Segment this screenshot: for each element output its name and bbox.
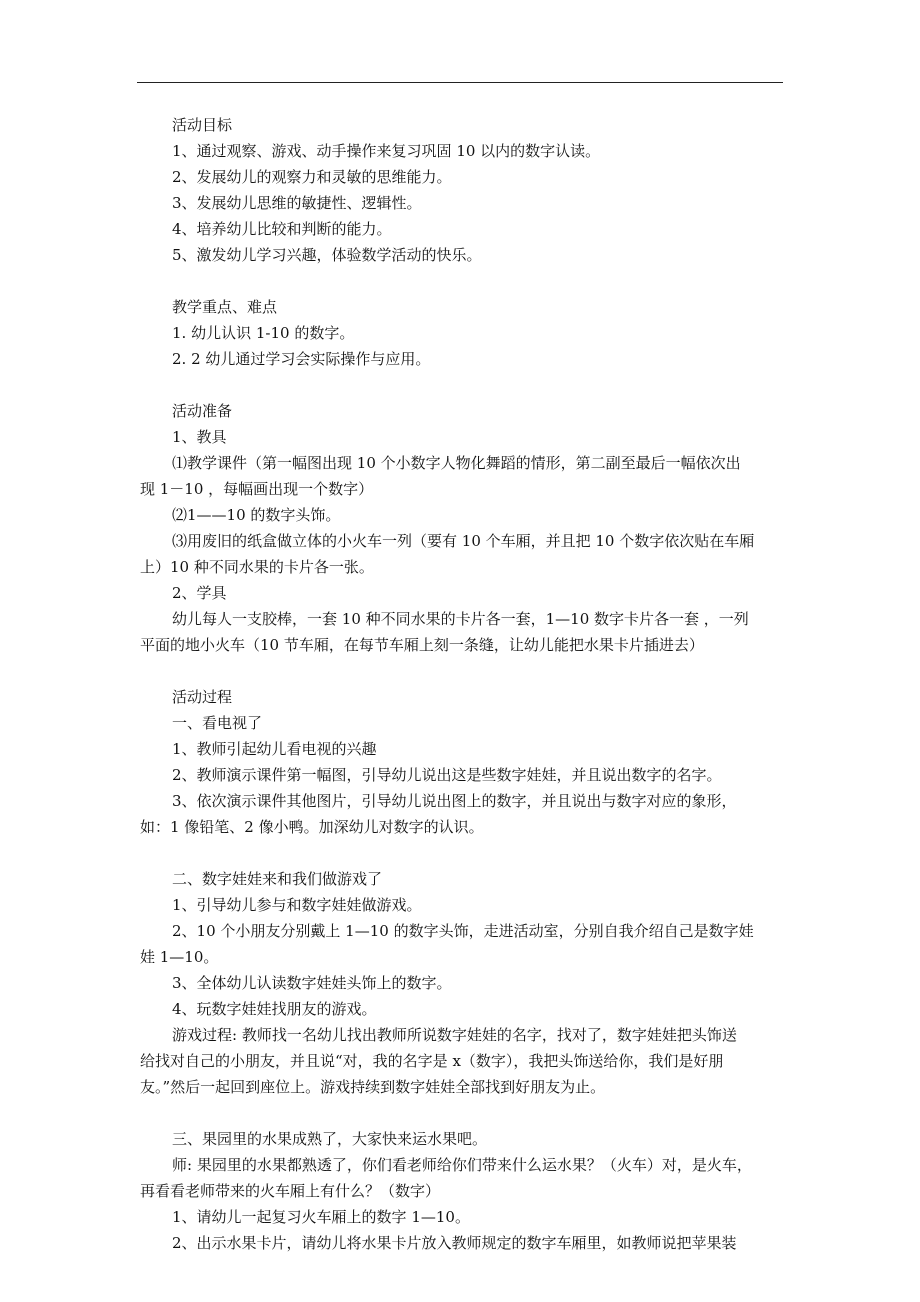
section-heading: 活动过程 bbox=[172, 688, 233, 706]
paragraph-line: 再看看老师带来的火车厢上有什么？（数字） bbox=[140, 1182, 441, 1200]
paragraph-line: 友。”然后一起回到座位上。游戏持续到数字娃娃全部找到好朋友为止。 bbox=[140, 1078, 606, 1096]
paragraph-line: 平面的地小火车（10 节车厢，在每节车厢上刻一条缝，让幼儿能把水果卡片插进去） bbox=[140, 636, 704, 654]
section-goals bbox=[140, 112, 790, 268]
list-item: 5、激发幼儿学习兴趣，体验数学活动的快乐。 bbox=[172, 246, 482, 264]
section-key-points bbox=[140, 294, 790, 372]
header-rule bbox=[137, 82, 783, 83]
paragraph-line: ⑴教学课件（第一幅图出现 10 个小数字人物化舞蹈的情形，第二副至最后一幅依次出 bbox=[172, 454, 741, 472]
paragraph-line: 师: 果园里的水果都熟透了，你们看老师给你们带来什么运水果？（火车）对，是火车， bbox=[172, 1156, 752, 1174]
section-heading: 教学重点、难点 bbox=[172, 298, 278, 316]
list-item: 4、玩数字娃娃找朋友的游戏。 bbox=[172, 1000, 377, 1018]
section-game bbox=[140, 866, 790, 1100]
list-item: 1、请幼儿一起复习火车厢上的数字 1—10。 bbox=[172, 1208, 470, 1226]
list-item: 2、发展幼儿的观察力和灵敏的思维能力。 bbox=[172, 168, 452, 186]
list-item: 2、学具 bbox=[172, 584, 227, 602]
section-preparation bbox=[140, 398, 790, 658]
paragraph-line: 幼儿每人一支胶棒，一套 10 种不同水果的卡片各一套，1—10 数字卡片各一套 ，一列 bbox=[172, 610, 749, 628]
paragraph-line: 2、出示水果卡片，请幼儿将水果卡片放入教师规定的数字车厢里，如教师说把苹果装 bbox=[172, 1234, 737, 1252]
paragraph-gap bbox=[140, 840, 790, 866]
list-item: 1、教师引起幼儿看电视的兴趣 bbox=[172, 740, 377, 758]
paragraph-line: 给找对自己的小朋友，并且说“对，我的名字是 x（数字），我把头饰送给你，我们是好朋 bbox=[140, 1052, 724, 1070]
paragraph-line: 游戏过程: 教师找一名幼儿找出教师所说数字娃娃的名字，找对了，数字娃娃把头饰送 bbox=[172, 1026, 737, 1044]
section-heading: 活动准备 bbox=[172, 402, 233, 420]
paragraph-line: ⑵1——10 的数字头饰。 bbox=[172, 506, 341, 524]
paragraph-line: ⑶用废旧的纸盒做立体的小火车一列（要有 10 个车厢，并且把 10 个数字依次贴在车厢 bbox=[172, 532, 755, 550]
list-item: 2、教师演示课件第一幅图，引导幼儿说出这是些数字娃娃，并且说出数字的名字。 bbox=[172, 766, 722, 784]
list-item: 1、教具 bbox=[172, 428, 227, 446]
paragraph-gap bbox=[140, 658, 790, 684]
list-item: 2. 2 幼儿通过学习会实际操作与应用。 bbox=[172, 350, 431, 368]
list-item: 1. 幼儿认识 1-10 的数字。 bbox=[172, 324, 355, 342]
section-fruit bbox=[140, 1126, 790, 1256]
document-body bbox=[140, 112, 790, 1256]
list-item: 1、引导幼儿参与和数字娃娃做游戏。 bbox=[172, 896, 422, 914]
paragraph-line: 娃 1—10。 bbox=[140, 948, 219, 966]
paragraph-line: 3、依次演示课件其他图片，引导幼儿说出图上的数字，并且说出与数字对应的象形， bbox=[172, 792, 737, 810]
subsection-heading: 二、数字娃娃来和我们做游戏了 bbox=[172, 870, 383, 888]
section-process bbox=[140, 684, 790, 840]
paragraph-line: 2、10 个小朋友分别戴上 1—10 的数字头饰，走进活动室，分别自我介绍自己是数字娃 bbox=[172, 922, 754, 940]
subsection-heading: 三、果园里的水果成熟了，大家快来运水果吧。 bbox=[172, 1130, 488, 1148]
paragraph-gap bbox=[140, 1100, 790, 1126]
paragraph-gap bbox=[140, 372, 790, 398]
list-item: 1、通过观察、游戏、动手操作来复习巩固 10 以内的数字认读。 bbox=[172, 142, 601, 160]
paragraph-line: 上）10 种不同水果的卡片各一张。 bbox=[140, 558, 374, 576]
section-heading: 活动目标 bbox=[172, 116, 233, 134]
list-item: 4、培养幼儿比较和判断的能力。 bbox=[172, 220, 392, 238]
subsection-heading: 一、看电视了 bbox=[172, 714, 263, 732]
paragraph-line: 如：1 像铅笔、2 像小鸭。加深幼儿对数字的认识。 bbox=[140, 818, 484, 836]
list-item: 3、全体幼儿认读数字娃娃头饰上的数字。 bbox=[172, 974, 452, 992]
list-item: 3、发展幼儿思维的敏捷性、逻辑性。 bbox=[172, 194, 422, 212]
paragraph-gap bbox=[140, 268, 790, 294]
paragraph-line: 现 1－10 ，每幅画出现一个数字） bbox=[140, 480, 374, 498]
